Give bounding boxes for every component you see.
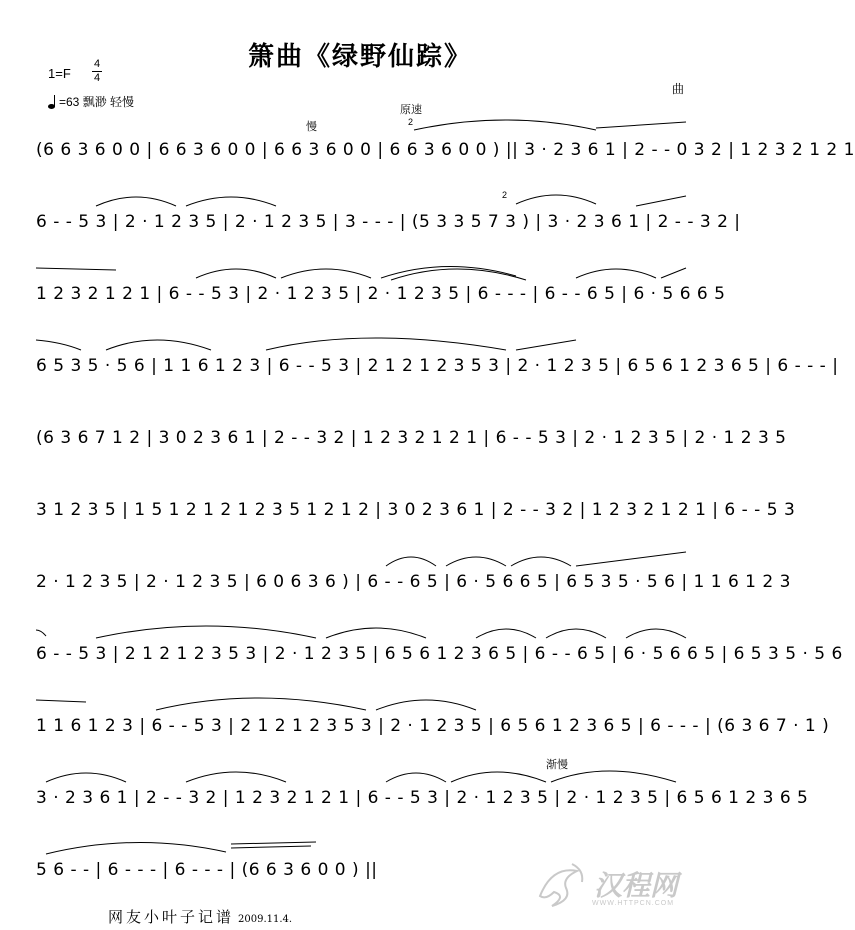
score-line-10 [36, 772, 809, 812]
score-line-7 [36, 556, 791, 596]
score-line-text: 6 - - 5 3 | 2 1 2 1 2 3 5 3 | 2 · 1 2 3 5 | 6 5 6 1 2 3 6 5 | 6 - - 6 5 | 6 · 5 6 6 5 | 6 5 3 5 · 5 6 [36, 644, 843, 664]
score-line-9 [36, 700, 830, 740]
quarter-note-icon [48, 95, 57, 109]
score-line-text: 2 · 1 2 3 5 | 2 · 1 2 3 5 | 6 0 6 3 6 ) | 6 - - 6 5 | 6 · 5 6 6 5 | 6 5 3 5 · 5 6 | 1 1 6 1 2 3 [36, 572, 791, 592]
score-line-6 [36, 484, 796, 524]
annotation-original-tempo: 原速 [400, 104, 422, 116]
grace-note-2: 2 [502, 190, 508, 200]
time-signature-top: 4 [93, 58, 101, 70]
tempo-marking [48, 93, 134, 110]
score-line-2 [36, 196, 741, 236]
score-line-text: 1 2 3 2 1 2 1 | 6 - - 5 3 | 2 · 1 2 3 5 | 2 · 1 2 3 5 | 6 - - - | 6 - - 6 5 | 6 · 5 6 6 5 [36, 284, 726, 304]
score-line-text: 3 1 2 3 5 | 1 5 1 2 1 2 1 2 3 5 1 2 1 2 | 3 0 2 3 6 1 | 2 - - 3 2 | 1 2 3 2 1 2 1 | 6 - - 5 3 [36, 500, 796, 520]
site-watermark [532, 856, 702, 916]
key-signature: 1=F [48, 66, 71, 81]
time-signature [92, 58, 102, 85]
credit-date: 2009.11.4. [238, 914, 293, 925]
watermark-url: WWW.HTTPCN.COM [592, 900, 675, 907]
time-signature-bottom: 4 [93, 72, 101, 84]
dragon-logo-icon [532, 856, 592, 916]
score-line-text: 5 6 - - | 6 - - - | 6 - - - | (6 6 3 6 0 0 ) || [36, 860, 378, 880]
transcriber-credit [108, 906, 292, 927]
score-line-5 [36, 412, 787, 452]
score-line-1 [36, 124, 855, 164]
score-line-text: (6 6 3 6 0 0 | 6 6 3 6 0 0 | 6 6 3 6 0 0 | 6 6 3 6 0 0 ) || 3 · 2 3 6 1 | 2 - - 0 3 2 | 1 2 3 2 1 2 1 [36, 140, 855, 160]
tempo-text: =63 飘渺 轻慢 [59, 95, 135, 109]
watermark-brand: 汉程网 [594, 869, 679, 902]
composer-label: 曲 [671, 82, 684, 96]
score-line-3 [36, 268, 726, 308]
score-line-text: 6 5 3 5 · 5 6 | 1 1 6 1 2 3 | 6 - - 5 3 | 2 1 2 1 2 3 5 3 | 2 · 1 2 3 5 | 6 5 6 1 2 3 6 5 | 6 - - - | [36, 356, 839, 376]
score-line-8 [36, 628, 843, 668]
page-title: 箫曲《绿野仙踪》 [247, 42, 472, 72]
score-line-4 [36, 340, 839, 380]
score-line-text: (6 3 6 7 1 2 | 3 0 2 3 6 1 | 2 - - 3 2 | 1 2 3 2 1 2 1 | 6 - - 5 3 | 2 · 1 2 3 5 | 2 · 1 2 3 5 [36, 428, 787, 448]
credit-text: 网友小叶子记谱 [108, 908, 235, 926]
grace-note-1: 2 [408, 117, 414, 127]
annotation-slow: 慢 [306, 121, 317, 133]
annotation-gradually-slow: 渐慢 [546, 759, 568, 771]
score-line-text: 6 - - 5 3 | 2 · 1 2 3 5 | 2 · 1 2 3 5 | 3 - - - | (5 3 3 5 7 3 ) | 3 · 2 3 6 1 | 2 - - 3 2 | [36, 212, 741, 232]
score-line-text: 1 1 6 1 2 3 | 6 - - 5 3 | 2 1 2 1 2 3 5 3 | 2 · 1 2 3 5 | 6 5 6 1 2 3 6 5 | 6 - - - | (6 3 6 7 · 1 ) [36, 716, 830, 736]
score-line-text: 3 · 2 3 6 1 | 2 - - 3 2 | 1 2 3 2 1 2 1 | 6 - - 5 3 | 2 · 1 2 3 5 | 2 · 1 2 3 5 | 6 5 6 1 2 3 6 5 [36, 788, 809, 808]
